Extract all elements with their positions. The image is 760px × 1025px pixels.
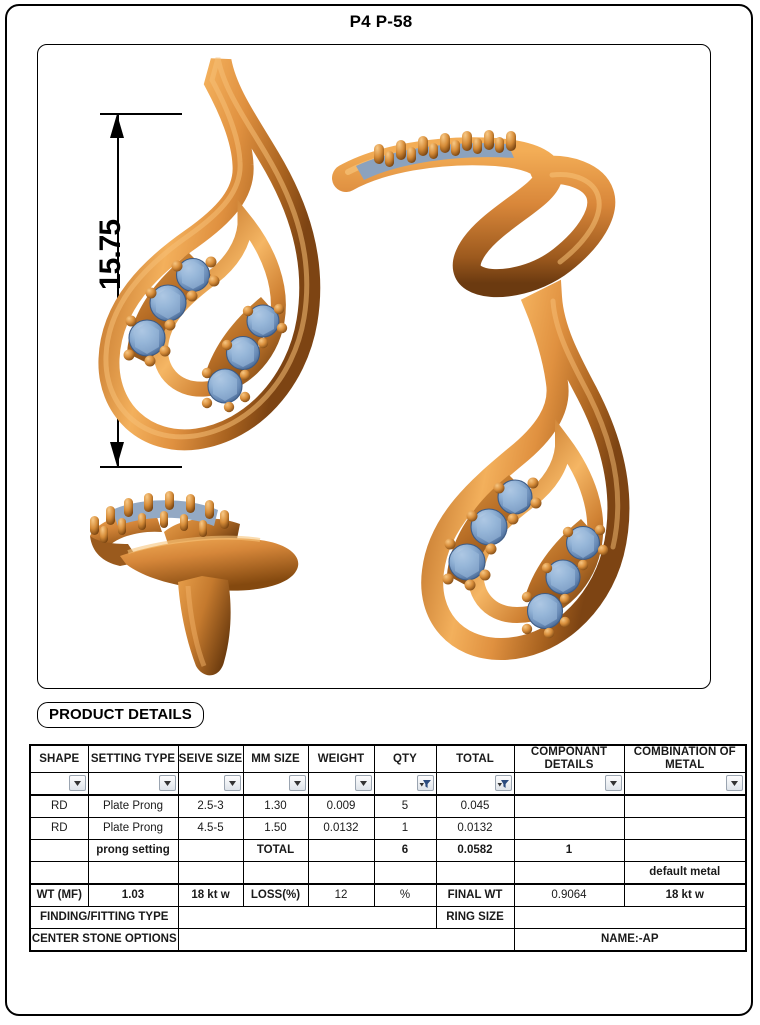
filter-cell-qty[interactable] <box>374 772 436 795</box>
total-cell-combination-of-metal <box>624 839 746 861</box>
cell-seive-size: 4.5-5 <box>178 817 243 839</box>
dropdown-arrow-icon-seive-size[interactable] <box>224 775 241 791</box>
center-stone-options-label: CENTER STONE OPTIONS <box>30 928 178 951</box>
dropdown-arrow-icon-weight[interactable] <box>355 775 372 791</box>
filter-cell-combination-of-metal[interactable] <box>624 772 746 795</box>
pendant-side-edge-view <box>338 120 678 305</box>
dropdown-arrow-icon-setting-type[interactable] <box>159 775 176 791</box>
total-cell-mm-size-label: TOTAL <box>243 839 308 861</box>
cell-qty: 1 <box>374 817 436 839</box>
default-metal-blank-4 <box>243 861 308 884</box>
column-header-combination-of-metal <box>624 745 746 772</box>
cell-total: 0.0132 <box>436 817 514 839</box>
page-title: P4 P-58 <box>349 12 413 31</box>
default-metal-blank-6 <box>374 861 436 884</box>
default-metal-blank-3 <box>178 861 243 884</box>
cell-weight: 0.009 <box>308 795 374 818</box>
componant-details-line2: DETAILS <box>544 758 594 771</box>
wt-mf-label: WT (MF) <box>30 884 88 907</box>
filter-funnel-icon-qty[interactable] <box>417 775 434 791</box>
ring-size-label: RING SIZE <box>436 906 514 928</box>
cell-qty: 5 <box>374 795 436 818</box>
cell-weight: 0.0132 <box>308 817 374 839</box>
filter-cell-total[interactable] <box>436 772 514 795</box>
filter-cell-shape[interactable] <box>30 772 88 795</box>
finding-fitting-type-label: FINDING/FITTING TYPE <box>30 906 178 928</box>
dropdown-arrow-icon-combination-of-metal[interactable] <box>726 775 743 791</box>
default-metal-blank-5 <box>308 861 374 884</box>
column-header-seive-size: SEIVE SIZE <box>178 745 243 772</box>
dropdown-arrow-icon-mm-size[interactable] <box>289 775 306 791</box>
finding-fitting-type-value <box>178 906 436 928</box>
cell-setting-type: Plate Prong <box>88 817 178 839</box>
filter-cell-weight[interactable] <box>308 772 374 795</box>
final-metal-value: 18 kt w <box>624 884 746 907</box>
table-total-row <box>30 839 746 861</box>
product-details-table <box>29 744 747 952</box>
total-cell-seive-size <box>178 839 243 861</box>
render-image-panel <box>37 44 711 689</box>
total-cell-shape <box>30 839 88 861</box>
column-header-mm-size: MM SIZE <box>243 745 308 772</box>
cell-shape: RD <box>30 817 88 839</box>
final-wt-label: FINAL WT <box>436 884 514 907</box>
column-header-componant-details <box>514 745 624 772</box>
table-header-row <box>30 745 746 772</box>
table-filter-row <box>30 772 746 795</box>
table-center-stone-row <box>30 928 746 951</box>
loss-percent-unit: % <box>374 884 436 907</box>
cell-mm-size: 1.50 <box>243 817 308 839</box>
cell-shape: RD <box>30 795 88 818</box>
total-cell-total: 0.0582 <box>436 839 514 861</box>
column-header-qty: QTY <box>374 745 436 772</box>
table-weight-row <box>30 884 746 907</box>
total-cell-weight <box>308 839 374 861</box>
table-row <box>30 817 746 839</box>
cell-combination-of-metal <box>624 795 746 818</box>
loss-percent-value: 12 <box>308 884 374 907</box>
filter-cell-componant-details[interactable] <box>514 772 624 795</box>
combination-metal-line2: METAL <box>665 758 705 771</box>
dropdown-arrow-icon-componant-details[interactable] <box>605 775 622 791</box>
final-wt-value: 0.9064 <box>514 884 624 907</box>
cell-componant-details <box>514 817 624 839</box>
default-metal-blank-7 <box>436 861 514 884</box>
filter-cell-setting-type[interactable] <box>88 772 178 795</box>
loss-percent-label: LOSS(%) <box>243 884 308 907</box>
column-header-shape: SHAPE <box>30 745 88 772</box>
default-metal-blank-2 <box>88 861 178 884</box>
dropdown-arrow-icon-shape[interactable] <box>69 775 86 791</box>
default-metal-blank-1 <box>30 861 88 884</box>
table-finding-row <box>30 906 746 928</box>
table-row <box>30 795 746 818</box>
column-header-total: TOTAL <box>436 745 514 772</box>
center-stone-options-value <box>178 928 514 951</box>
total-cell-setting-type: prong setting <box>88 839 178 861</box>
cell-combination-of-metal <box>624 817 746 839</box>
table-default-metal-row <box>30 861 746 884</box>
column-header-weight: WEIGHT <box>308 745 374 772</box>
wt-metal-value: 18 kt w <box>178 884 243 907</box>
wt-mf-value: 1.03 <box>88 884 178 907</box>
pendant-front-view <box>93 53 373 473</box>
name-label: NAME:-AP <box>514 928 746 951</box>
cell-mm-size: 1.30 <box>243 795 308 818</box>
combination-metal-line1: COMBINATION OF <box>633 746 736 758</box>
filter-cell-mm-size[interactable] <box>243 772 308 795</box>
filter-cell-seive-size[interactable] <box>178 772 243 795</box>
ring-size-value <box>514 906 746 928</box>
dimension-value-label: 15.75 <box>94 219 127 291</box>
cell-setting-type: Plate Prong <box>88 795 178 818</box>
cell-componant-details <box>514 795 624 818</box>
page-frame <box>5 4 753 1016</box>
cell-seive-size: 2.5-3 <box>178 795 243 818</box>
total-cell-qty: 6 <box>374 839 436 861</box>
default-metal-value: default metal <box>624 861 746 884</box>
product-details-section-label: PRODUCT DETAILS <box>37 702 204 728</box>
pendant-prong-detail-view <box>68 470 333 685</box>
total-cell-componant-details: 1 <box>514 839 624 861</box>
column-header-setting-type: SETTING TYPE <box>88 745 178 772</box>
filter-funnel-icon-total[interactable] <box>495 775 512 791</box>
componant-details-line1: COMPONANT <box>530 746 608 758</box>
default-metal-blank-8 <box>514 861 624 884</box>
pendant-angled-view <box>403 285 678 660</box>
cell-total: 0.045 <box>436 795 514 818</box>
